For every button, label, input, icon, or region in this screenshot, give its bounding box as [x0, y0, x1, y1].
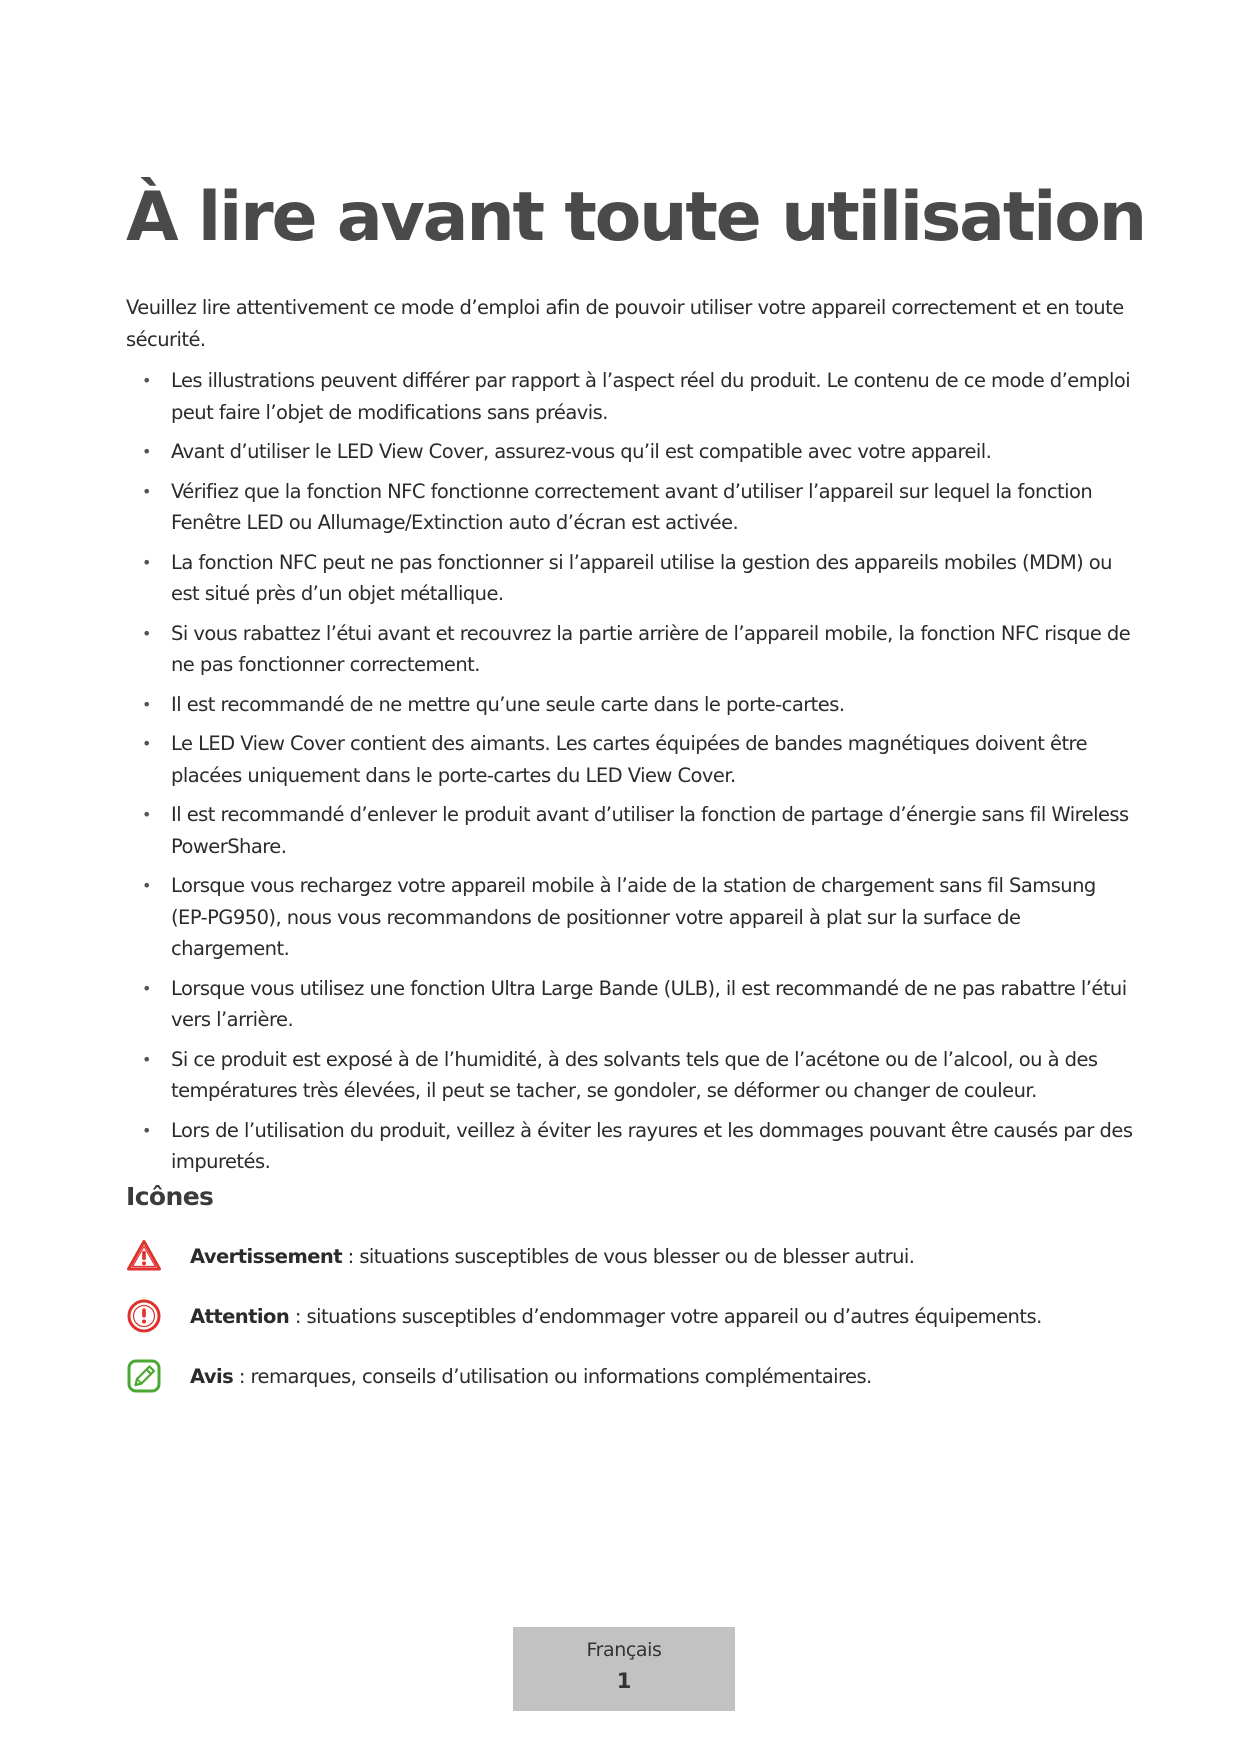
- list-item-text: Lors de l’utilisation du produit, veillez à éviter les rayures et les dommages pouvant être causés par des impuretés.: [171, 1118, 1133, 1173]
- list-item: [126, 1044, 1136, 1107]
- list-item-text: Les illustrations peuvent différer par rapport à l’aspect réel du produit. Le contenu de ce mode d’emploi peut faire l’objet de modifications sans préavis.: [171, 369, 1131, 424]
- list-item: [126, 870, 1136, 965]
- bullet-icon: •: [142, 623, 151, 643]
- note-pencil-icon: [126, 1358, 162, 1394]
- page-footer: [513, 1627, 735, 1711]
- list-item: [126, 436, 1136, 468]
- warning-triangle-icon: [126, 1238, 162, 1274]
- list-item: [126, 728, 1136, 791]
- icon-legend-warning: [126, 1236, 1126, 1276]
- caution-term: Attention: [190, 1304, 290, 1328]
- list-item-text: Si vous rabattez l’étui avant et recouvrez la partie arrière de l’appareil mobile, la fonction NFC risque de ne pas fonctionner correctement.: [171, 621, 1131, 676]
- intro-paragraph: Veuillez lire attentivement ce mode d’emploi afin de pouvoir utiliser votre appareil correctement et en toute sécurité.: [126, 296, 1124, 351]
- list-item-text: Il est recommandé d’enlever le produit avant d’utiliser la fonction de partage d’énergie sans fil Wireless PowerShare.: [171, 803, 1129, 858]
- bullet-icon: •: [142, 805, 151, 824]
- bullet-icon: •: [142, 1049, 151, 1069]
- bullet-icon: •: [142, 481, 151, 501]
- list-item-text: Vérifiez que la fonction NFC fonctionne correctement avant d’utiliser l’appareil sur lequel la fonction Fenêtre LED ou Allumage/Extinction auto d’écran est activée.: [171, 479, 1093, 534]
- note-text: : remarques, conseils d’utilisation ou informations complémentaires.: [233, 1364, 872, 1388]
- list-item: [126, 365, 1136, 428]
- list-item-text: Le LED View Cover contient des aimants. Les cartes équipées de bandes magnétiques doivent être placées uniquement dans le porte-cartes du LED View Cover.: [171, 732, 1088, 787]
- list-item-text: Lorsque vous rechargez votre appareil mobile à l’aide de la station de chargement sans fil Samsung (EP-PG950), nous vous recommandons de positionner votre appareil à plat sur la surface de chargement.: [171, 874, 1096, 960]
- warning-description: [190, 1245, 914, 1268]
- bullet-icon: •: [142, 694, 151, 714]
- note-description: [190, 1365, 872, 1388]
- caution-circle-icon: [126, 1298, 162, 1334]
- bullet-icon: •: [142, 978, 151, 998]
- warning-text: : situations susceptibles de vous blesser ou de blesser autrui.: [342, 1244, 915, 1268]
- page-number: 1: [616, 1669, 632, 1693]
- bullet-icon: •: [142, 876, 151, 895]
- bullet-icon: •: [142, 734, 151, 753]
- bullet-icon: •: [142, 442, 151, 461]
- list-item: [126, 476, 1136, 539]
- list-item: [126, 689, 1136, 721]
- list-item-text: Avant d’utiliser le LED View Cover, assurez-vous qu’il est compatible avec votre appareil.: [171, 440, 992, 463]
- list-item: [126, 618, 1136, 681]
- list-item: [126, 973, 1136, 1036]
- page-title: À lire avant toute utilisation: [126, 178, 1146, 257]
- icons-section-title: Icônes: [126, 1182, 214, 1211]
- bullet-icon: •: [142, 552, 151, 572]
- bullet-icon: •: [142, 371, 151, 390]
- caution-text: : situations susceptibles d’endommager votre appareil ou d’autres équipements.: [289, 1304, 1042, 1328]
- caution-description: [190, 1305, 1042, 1328]
- icon-legend-caution: [126, 1296, 1126, 1336]
- list-item-text: Il est recommandé de ne mettre qu’une seule carte dans le porte-cartes.: [171, 692, 845, 716]
- warning-term: Avertissement: [190, 1244, 342, 1268]
- footer-language: Français: [586, 1639, 662, 1661]
- list-item-text: Lorsque vous utilisez une fonction Ultra Large Bande (ULB), il est recommandé de ne pas rabattre l’étui vers l’arrière.: [171, 976, 1127, 1031]
- list-item: [126, 799, 1136, 862]
- list-item: [126, 1115, 1136, 1178]
- list-item: [126, 547, 1136, 610]
- precautions-list: [126, 365, 1136, 1186]
- icon-legend-note: [126, 1356, 1126, 1396]
- bullet-icon: •: [142, 1120, 151, 1140]
- list-item-text: Si ce produit est exposé à de l’humidité, à des solvants tels que de l’acétone ou de l’alcool, ou à des températures très élevées, il peut se tacher, se gondoler, se déformer ou changer de couleur.: [171, 1047, 1098, 1102]
- list-item-text: La fonction NFC peut ne pas fonctionner si l’appareil utilise la gestion des appareils mobiles (MDM) ou est situé près d’un objet métallique.: [171, 550, 1112, 605]
- note-term: Avis: [190, 1364, 234, 1388]
